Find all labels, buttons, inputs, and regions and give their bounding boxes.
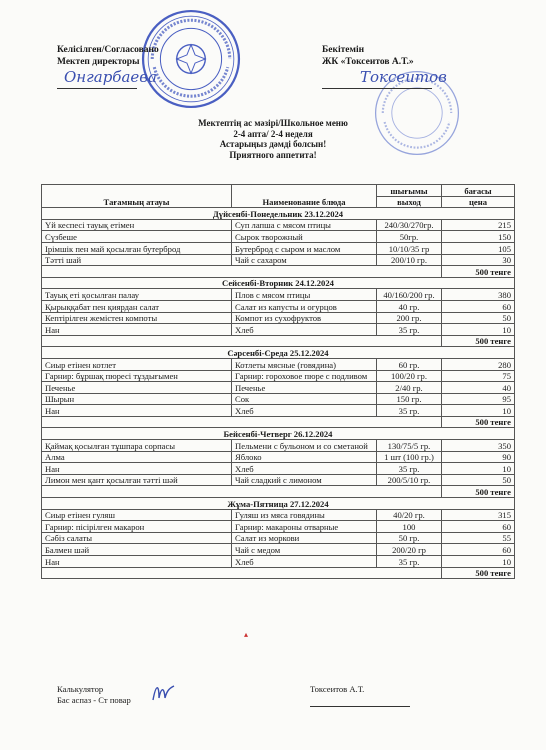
approval-block [322,44,414,68]
dish-kz: Сиыр етінен гуляш [42,509,232,521]
title-line-3: Астарыңыз дәмді болсын! [219,139,327,149]
approve-label: Бекітемін [322,45,365,55]
dish-qty: 100 [377,521,442,533]
dish-price: 40 [442,382,515,394]
day-total: 500 тенге [442,416,515,428]
dish-price: 10 [442,324,515,336]
dish-price: 10 [442,556,515,568]
dish-kz: Нан [42,556,232,568]
dish-ru: Хлеб [232,324,377,336]
table-row [42,451,515,463]
dish-ru: Компот из сухофруктов [232,312,377,324]
dish-kz: Ірімшік пен май қосылған бутерброд [42,242,232,254]
table-row [42,300,515,312]
dish-kz: Гарнир: бұршақ пюресі тұздығымен [42,370,232,382]
dish-price: 75 [442,370,515,382]
dish-price: 60 [442,521,515,533]
dish-price: 50 [442,312,515,324]
dish-kz: Үй кеспесі тауық етімен [42,219,232,231]
table-row [42,405,515,417]
total-spacer [42,266,442,278]
dish-price: 60 [442,300,515,312]
total-spacer [42,335,442,347]
dish-price: 280 [442,358,515,370]
table-row [42,521,515,533]
day-header-row [42,208,515,220]
table-row [42,231,515,243]
dish-price: 90 [442,451,515,463]
dish-qty: 240/30/270гр. [377,219,442,231]
table-row [42,463,515,475]
dish-price: 10 [442,405,515,417]
table-row [42,219,515,231]
header-price-top: бағасы [442,185,515,197]
dish-price: 60 [442,544,515,556]
dish-kz: Қырыққабат пен қиярдан салат [42,300,232,312]
dish-price: 350 [442,440,515,452]
title-line-1: Мектептің ас мәзірі/Школьное меню [198,118,348,128]
day-total-row [42,416,515,428]
day-total: 500 тенге [442,335,515,347]
chef-label: Бас аспаз - Ст повар [57,695,131,705]
dish-price: 315 [442,509,515,521]
day-total: 500 тенге [442,486,515,498]
dish-ru: Хлеб [232,463,377,475]
day-header-row [42,277,515,289]
dish-qty: 40/160/200 гр. [377,289,442,301]
calculator-label: Калькулятор [57,684,104,694]
dish-price: 105 [442,242,515,254]
dish-qty: 35 гр. [377,556,442,568]
dish-qty: 200/10 гр. [377,254,442,266]
header-qty-bottom: выход [377,196,442,208]
header-qty-top: шығымы [377,185,442,197]
table-row [42,509,515,521]
table-row [42,393,515,405]
dish-ru: Чай с сахаром [232,254,377,266]
footer-signature-line [310,706,410,707]
dish-kz: Тәтті шай [42,254,232,266]
dish-price: 95 [442,393,515,405]
dish-ru: Хлеб [232,556,377,568]
day-total-row [42,266,515,278]
dish-qty: 40 гр. [377,300,442,312]
dish-kz: Кептірілген жемістен компоты [42,312,232,324]
table-row [42,544,515,556]
total-spacer [42,486,442,498]
table-header-row [42,185,515,197]
dish-ru: Салат из моркови [232,532,377,544]
dish-ru: Чай сладкий с лимоном [232,474,377,486]
dish-price: 380 [442,289,515,301]
dish-ru: Плов с мясом птицы [232,289,377,301]
day-total: 500 тенге [442,567,515,579]
table-row [42,370,515,382]
dish-kz: Сиыр етінен котлет [42,358,232,370]
dish-ru: Гарнир: гороховое пюре с подливом [232,370,377,382]
dish-kz: Сәбіз салаты [42,532,232,544]
day-header-row [42,498,515,510]
director-label: Мектеп директоры [57,57,140,67]
day-total-row [42,486,515,498]
dish-price: 30 [442,254,515,266]
table-row [42,312,515,324]
dish-ru: Сок [232,393,377,405]
dish-ru: Яблоко [232,451,377,463]
day-title: Бейсенбі-Четверг 26.12.2024 [42,428,515,440]
dish-qty: 150 гр. [377,393,442,405]
title-line-4: Приятного аппетита! [229,149,317,160]
dish-kz: Лимон мен қант қосылған тәтті шәй [42,474,232,486]
dish-qty: 130/75/5 гр. [377,440,442,452]
dish-kz: Нан [42,463,232,475]
approver-name: ЖК «Токсеитов А.Т.» [322,57,414,67]
day-header-row [42,347,515,359]
mark-dot: ▴ [244,630,249,639]
dish-price: 10 [442,463,515,475]
dish-ru: Гарнир: макароны отварные [232,521,377,533]
day-total-row [42,335,515,347]
table-row [42,474,515,486]
table-row [42,440,515,452]
dish-ru: Салат из капусты и огурцов [232,300,377,312]
title-line-2: 2-4 апта/ 2-4 неделя [233,128,313,139]
agreement-block [57,44,159,68]
dish-price: 215 [442,219,515,231]
table-row [42,382,515,394]
table-row [42,358,515,370]
dish-ru: Пельмени с бульоном и со сметаной [232,440,377,452]
day-title: Дүйсенбі-Понедельник 23.12.2024 [42,208,515,220]
dish-qty: 10/10/35 гр [377,242,442,254]
day-title: Сәрсенбі-Среда 25.12.2024 [42,347,515,359]
menu-title [0,118,546,160]
table-row [42,254,515,266]
dish-kz: Нан [42,324,232,336]
day-total-row [42,567,515,579]
dish-ru: Суп лапша с мясом птицы [232,219,377,231]
dish-ru: Гуляш из мяса говядины [232,509,377,521]
menu-table [41,184,515,579]
table-row [42,532,515,544]
dish-price: 50 [442,474,515,486]
dish-price: 55 [442,532,515,544]
footer-left [57,684,131,706]
chef-signature-icon [150,680,178,706]
dish-ru: Бутерброд с сыром и маслом [232,242,377,254]
director-signature-line [57,88,137,89]
total-spacer [42,416,442,428]
dish-price: 150 [442,231,515,243]
day-title: Сейсенбі-Вторник 24.12.2024 [42,277,515,289]
dish-qty: 2/40 гр. [377,382,442,394]
footer-right-name: Токсеитов А.Т. [310,684,365,694]
table-row [42,242,515,254]
approver-signature-line [322,88,432,89]
dish-kz: Қаймақ қосылған тұшпара сорпасы [42,440,232,452]
dish-ru: Печенье [232,382,377,394]
dish-ru: Котлеты мясные (говядина) [232,358,377,370]
dish-ru: Чай с медом [232,544,377,556]
dish-kz: Алма [42,451,232,463]
dish-qty: 100/20 гр. [377,370,442,382]
dish-qty: 50гр. [377,231,442,243]
table-row [42,289,515,301]
dish-kz: Шырын [42,393,232,405]
approver-signature: Токсеитов [360,68,447,86]
menu-table-body [42,185,515,579]
dish-kz: Балмен шәй [42,544,232,556]
day-total: 500 тенге [442,266,515,278]
total-spacer [42,567,442,579]
dish-qty: 60 гр. [377,358,442,370]
day-header-row [42,428,515,440]
day-title: Жұма-Пятница 27.12.2024 [42,498,515,510]
dish-kz: Гарнир: пісірілген макарон [42,521,232,533]
dish-qty: 50 гр. [377,532,442,544]
dish-qty: 35 гр. [377,463,442,475]
header-kz: Тағамның атауы [42,185,232,208]
header-price-bottom: цена [442,196,515,208]
dish-qty: 35 гр. [377,324,442,336]
dish-kz: Тауық еті қосылған палау [42,289,232,301]
dish-kz: Сүзбеше [42,231,232,243]
dish-qty: 1 шт (100 гр.) [377,451,442,463]
dish-qty: 200/5/10 гр. [377,474,442,486]
dish-ru: Хлеб [232,405,377,417]
dish-qty: 200 гр. [377,312,442,324]
dish-qty: 35 гр. [377,405,442,417]
dish-qty: 200/20 гр [377,544,442,556]
dish-qty: 40/20 гр. [377,509,442,521]
director-signature: Онгарбаева [64,68,157,86]
dish-kz: Нан [42,405,232,417]
table-row [42,324,515,336]
header-ru: Наименование блюда [232,185,377,208]
dish-kz: Печенье [42,382,232,394]
agreed-label: Келісілген/Согласовано [57,45,159,55]
table-row [42,556,515,568]
dish-ru: Сырок творожный [232,231,377,243]
